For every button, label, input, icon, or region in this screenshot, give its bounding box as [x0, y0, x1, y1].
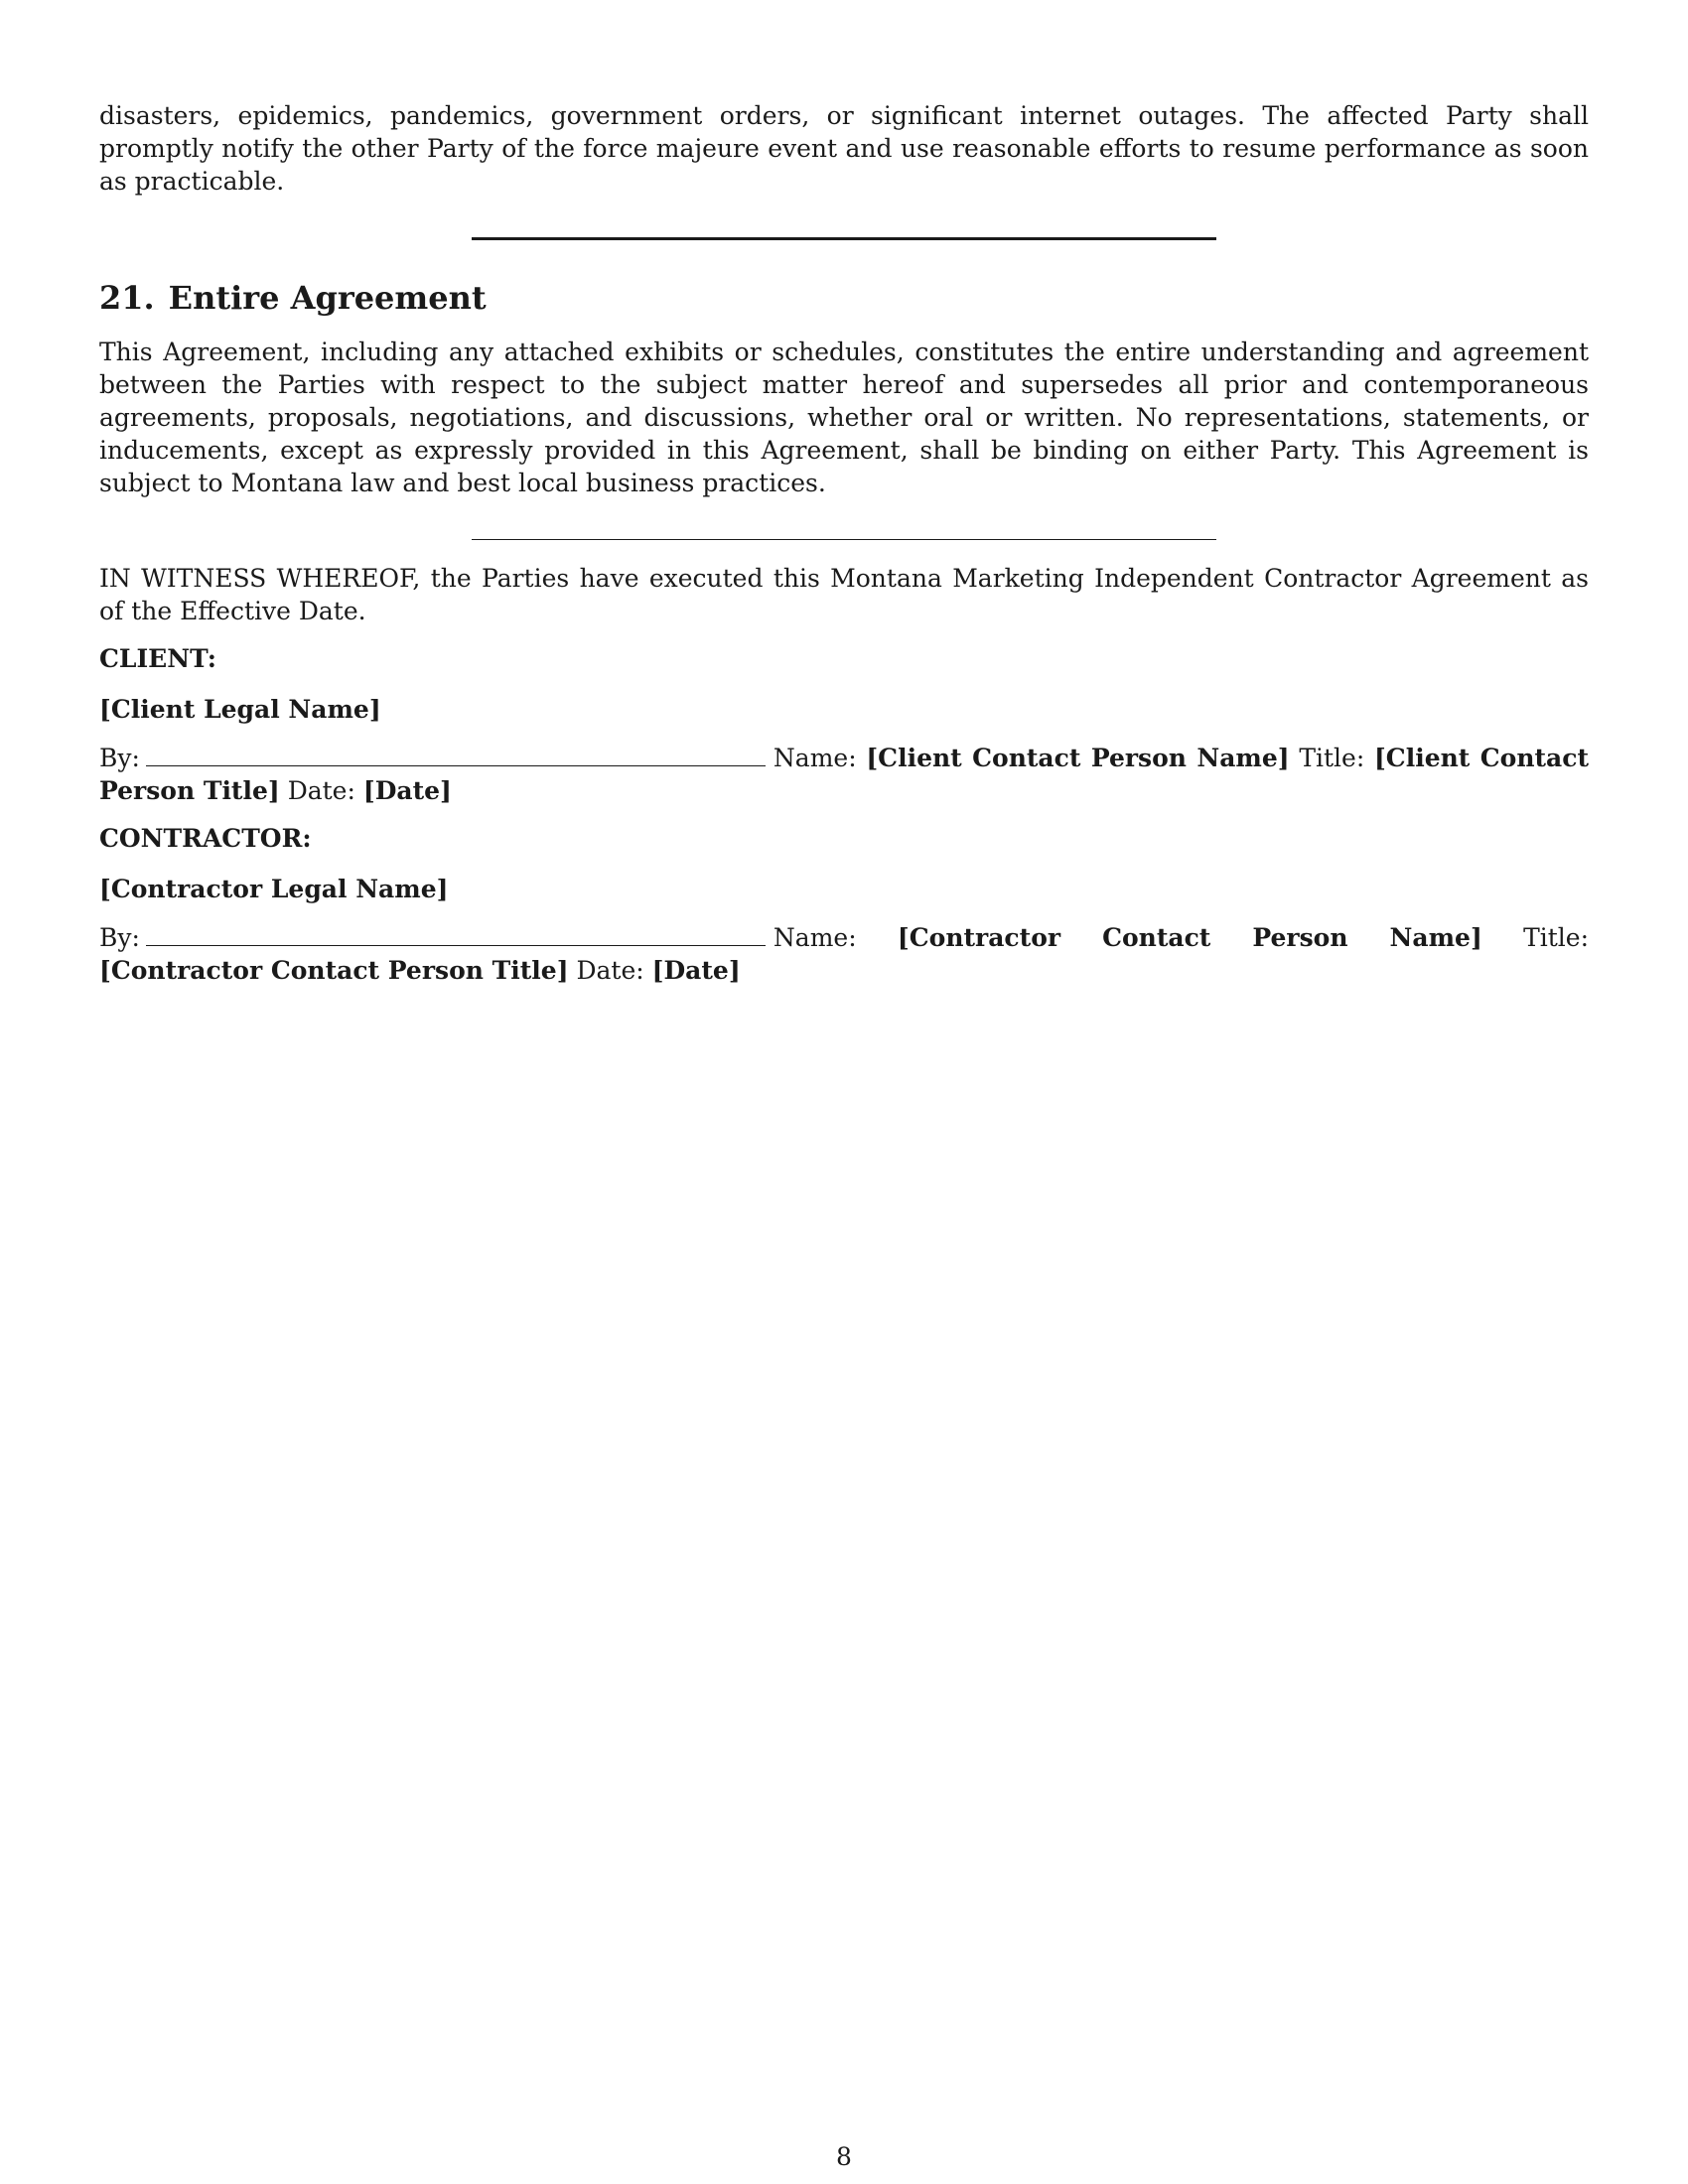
contractor-date-value: Date: [663, 956, 729, 985]
client-legal-name: [Client Legal Name]: [99, 695, 381, 724]
contractor-signature-line[interactable]: [146, 925, 766, 946]
contractor-date-label: Date:: [576, 956, 644, 985]
contractor-contact-title: Contractor Contact Person Title: [110, 956, 557, 985]
client-name-label: Name:: [773, 744, 857, 772]
section-divider: [472, 539, 1216, 540]
client-contact-title: Client Contact Person Title: [99, 744, 1590, 805]
client-title-label: Title:: [1299, 744, 1365, 772]
client-signature-block: By: Name: [Client Contact Person Name] Title: [Client Contact Person Title] Date: [Date]: [99, 744, 1590, 805]
contractor-by-label: By:: [99, 923, 140, 952]
witness-statement: IN WITNESS WHEREOF, the Parties have executed this Montana Marketing Independent Contractor Agreement as of the Effective Date.: [99, 564, 1589, 625]
intro-paragraph: disasters, epidemics, pandemics, government orders, or significant internet outages. The affected Party shall promptly notify the other Party of the force majeure event and use reasonable efforts to resume performance as soon as practicable.: [99, 101, 1589, 196]
client-by-label: By:: [99, 744, 140, 772]
contractor-signature-block: By: Name: [Contractor Contact Person Name] Title: [Contractor Contact Person Title] Date: [Date]: [99, 923, 1590, 985]
client-legal-name-text: Client Legal Name: [110, 695, 369, 724]
page-number: 8: [836, 2142, 852, 2171]
section-heading: [99, 278, 1589, 318]
contractor-heading: CONTRACTOR:: [99, 824, 312, 853]
section-divider: [472, 237, 1216, 240]
contractor-title-label: Title:: [1523, 923, 1590, 952]
section-body: This Agreement, including any attached exhibits or schedules, constitutes the entire understanding and agreement between the Parties with respect to the subject matter hereof and supersedes all prior and contemporaneous agreements, proposals, negotiations, and discussions, whether oral or written. No representations, statements, or inducements, except as expressly provided in this Agreement, shall be binding on either Party. This Agreement is subject to Montana law and best local business practices.: [99, 338, 1589, 497]
document-page: [99, 99, 1589, 987]
client-signature-line[interactable]: [146, 746, 766, 766]
contractor-legal-name-text: Contractor Legal Name: [110, 875, 437, 903]
contractor-name-label: Name:: [773, 923, 857, 952]
contractor-legal-name: [Contractor Legal Name]: [99, 875, 449, 903]
client-date-value: Date: [374, 776, 441, 805]
client-date-label: Date:: [287, 776, 355, 805]
section-number: 21.: [99, 279, 155, 317]
contractor-contact-name: Contractor Contact Person Name: [909, 923, 1471, 952]
client-heading: CLIENT:: [99, 644, 217, 673]
section-title: Entire Agreement: [168, 279, 487, 317]
client-contact-name: Client Contact Person Name: [878, 744, 1278, 772]
